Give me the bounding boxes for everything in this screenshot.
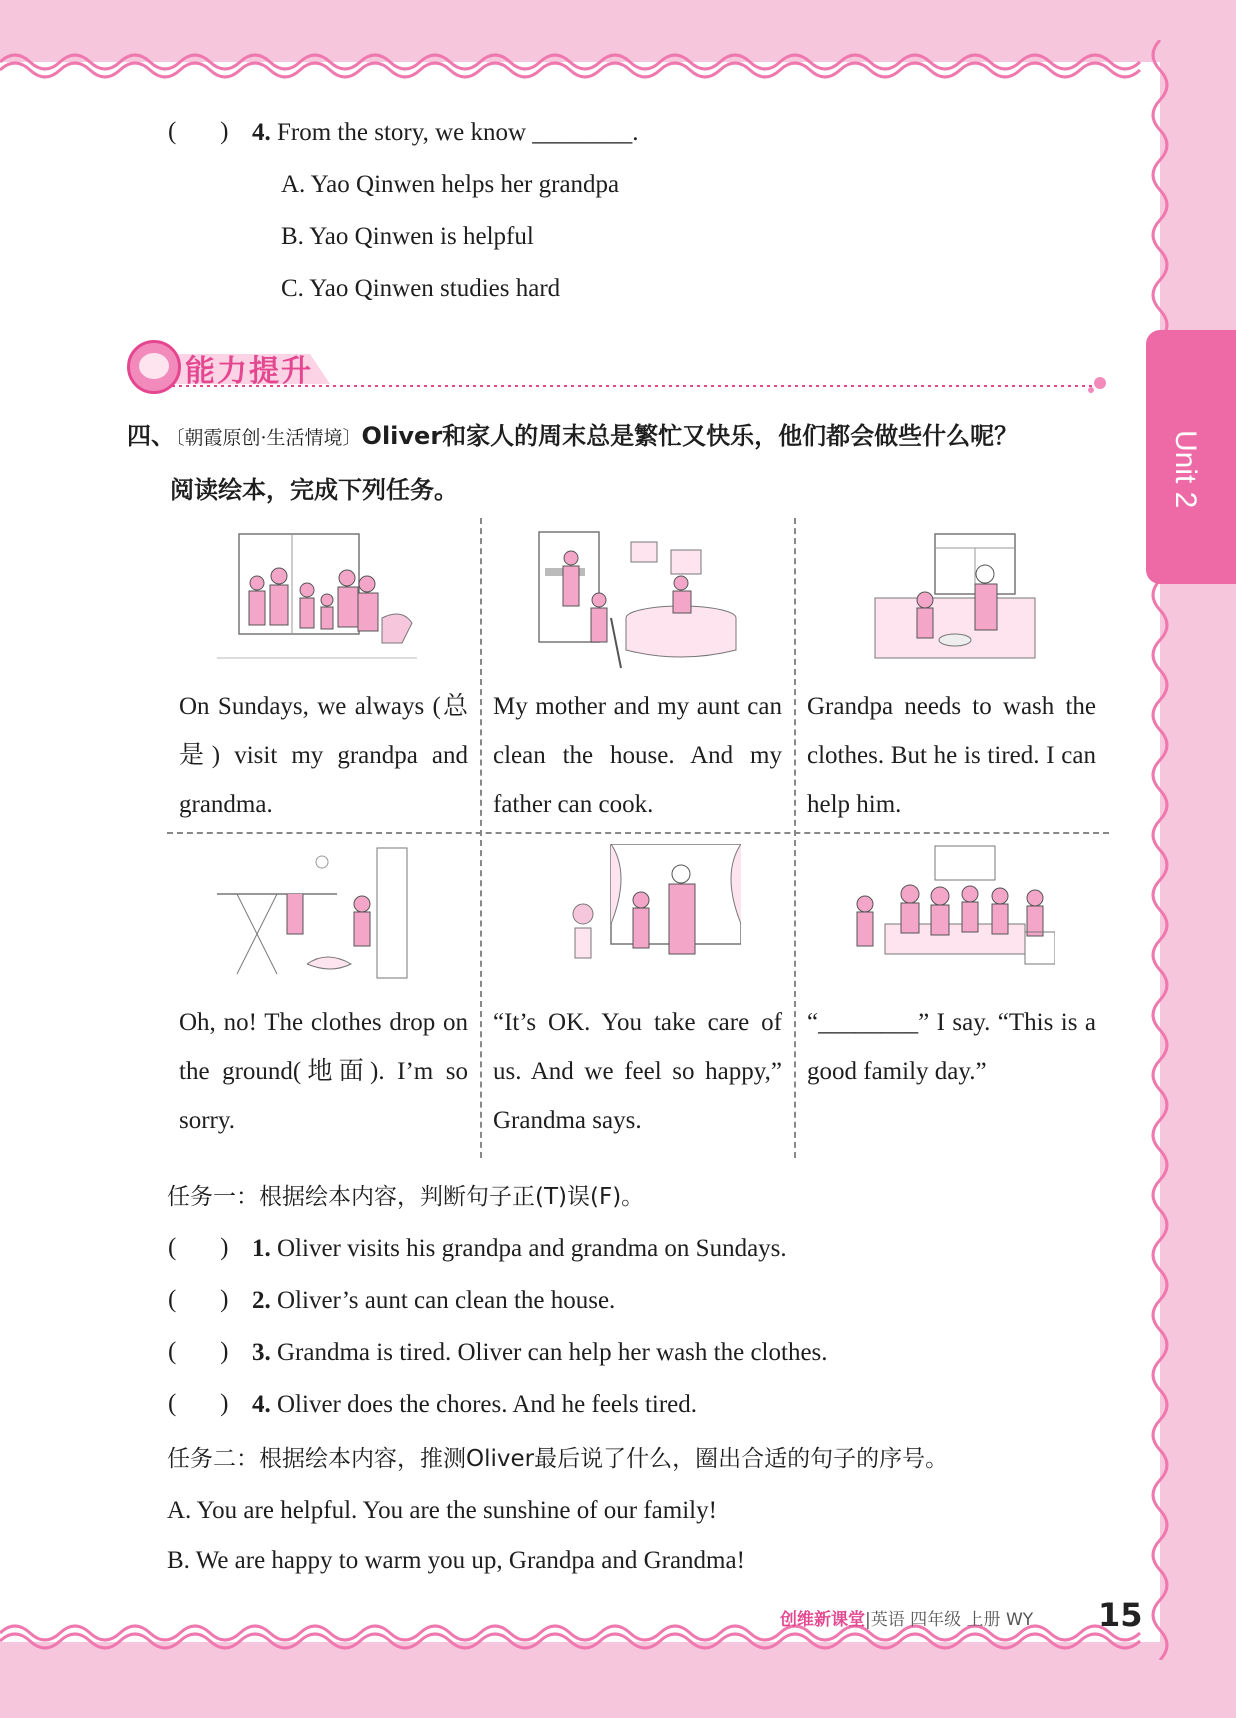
task1-answer-paren-1[interactable]: ( ) [168, 1234, 229, 1261]
unit-side-tab [1146, 330, 1236, 584]
prev-option-a: A. Yao Qinwen helps her grandpa [281, 171, 620, 198]
task1-answer-paren-2[interactable]: ( ) [168, 1286, 229, 1313]
prev-option-c: C. Yao Qinwen studies hard [281, 275, 561, 302]
task2-option-a[interactable]: A. You are helpful. You are the sunshine of our family! [167, 1497, 717, 1524]
exercise-prompt-line2: 阅读绘本，完成下列任务。 [170, 476, 458, 504]
task2-option-b[interactable]: B. We are happy to warm you up, Grandpa and Grandma! [167, 1547, 745, 1574]
story-panel-4 [167, 834, 480, 1152]
task1-item-3-text: Grandma is tired. Oliver can help her wash the clothes. [270, 1339, 828, 1366]
task1-item-3 [252, 1338, 828, 1368]
grandma-happy-illustration [531, 844, 741, 994]
task1-item-1-number: 1. [252, 1235, 271, 1262]
wash-clothes-illustration [845, 528, 1055, 678]
task1-title: 任务一：根据绘本内容，判断句子正(T)误(F)。 [167, 1184, 645, 1210]
footer-separator: | [865, 1610, 871, 1630]
story-panel-2 [481, 518, 794, 836]
mascot-icon [127, 340, 181, 394]
task1-item-2-text: Oliver’s aunt can clean the house. [270, 1287, 616, 1314]
task2-title: 任务二：根据绘本内容，推测Oliver最后说了什么，圈出合适的句子的序号。 [167, 1446, 949, 1472]
footer-brand: 创维新课堂 [780, 1610, 865, 1630]
story-panel-4-text: Oh, no! The clothes drop on the ground(地面). I’m so sorry. [179, 1009, 468, 1134]
answer-paren[interactable]: ( ) [168, 118, 229, 145]
story-panel-3-text: Grandpa needs to wash the clothes. But he is tired. I can help him. [807, 693, 1096, 818]
story-panel-3 [795, 518, 1108, 836]
story-panel-2-text: My mother and my aunt can clean the house. And my father can cook. [493, 693, 782, 818]
task1-item-4 [252, 1390, 697, 1420]
cleaning-cooking-illustration [531, 528, 741, 678]
prev-question-stem [252, 118, 639, 148]
task1-answer-paren-4[interactable]: ( ) [168, 1390, 229, 1417]
story-panel-5-text: “It’s OK. You take care of us. And we feel so happy,” Grandma says. [493, 1009, 782, 1134]
prev-question-number: 4. [252, 119, 271, 146]
unit-side-tab-label: Unit 2 [1169, 430, 1202, 509]
wavy-right-border [1130, 40, 1200, 1660]
task1-item-2-number: 2. [252, 1287, 271, 1314]
task1-item-1 [252, 1234, 787, 1264]
page-number: 15 [1098, 1596, 1143, 1634]
story-panel-5 [481, 834, 794, 1152]
family-visit-illustration [217, 528, 427, 678]
exercise-tag: 〔朝霞原创·生活情境〕 [175, 427, 362, 449]
clothes-drop-illustration [217, 844, 427, 994]
prev-question-text: From the story, we know ________. [270, 119, 639, 146]
wavy-bottom-border [0, 1615, 1236, 1663]
story-panel-6 [795, 834, 1108, 1152]
wavy-top-border [0, 40, 1236, 88]
section-title: 能力提升 [185, 354, 313, 389]
task1-item-4-text: Oliver does the chores. And he feels tired. [270, 1391, 698, 1418]
task1-item-2 [252, 1286, 615, 1316]
prev-option-b: B. Yao Qinwen is helpful [281, 223, 534, 250]
task1-item-1-text: Oliver visits his grandpa and grandma on Sundays. [270, 1235, 787, 1262]
task1-item-3-number: 3. [252, 1339, 271, 1366]
footer-subject: 英语 四年级 上册 WY [870, 1610, 1034, 1630]
exercise-prompt [127, 410, 1137, 516]
task1-item-4-number: 4. [252, 1391, 271, 1418]
story-panel-6-text: “________” I say. “This is a good family day.” [807, 1009, 1096, 1085]
exercise-number: 四、 [127, 422, 175, 450]
story-panel-1 [167, 518, 480, 836]
family-day-illustration [845, 844, 1055, 994]
page-footer [780, 1605, 1033, 1630]
picture-story-grid [167, 518, 1109, 1158]
task1-answer-paren-3[interactable]: ( ) [168, 1338, 229, 1365]
story-panel-1-text: On Sundays, we always (总是) visit my grandpa and grandma. [179, 693, 468, 818]
exercise-prompt-line1: Oliver和家人的周末总是繁忙又快乐，他们都会做些什么呢？ [361, 422, 1019, 450]
